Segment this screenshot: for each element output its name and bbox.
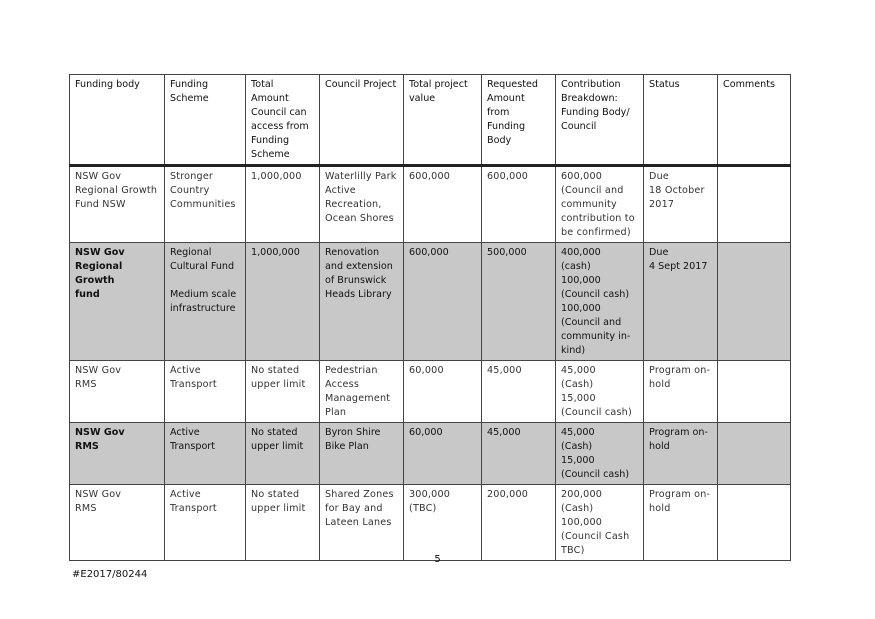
cell-funding-scheme: Active Transport [165,485,246,561]
cell-status: Due 18 October 2017 [644,166,718,243]
table-row [70,166,791,243]
cell-council-project: Waterlilly Park Active Recreation, Ocean Shores [320,166,404,243]
header-contribution-breakdown: Contribution Breakdown: Funding Body/ Council [556,75,644,166]
cell-contribution-breakdown: 45,000 (Cash) 15,000 (Council cash) [556,423,644,485]
document-reference: #E2017/80244 [72,569,148,580]
cell-council-project: Pedestrian Access Management Plan [320,361,404,423]
table-row [70,361,791,423]
cell-status: Program on- hold [644,361,718,423]
table-row [70,243,791,361]
cell-total-project-value: 600,000 [404,243,482,361]
cell-status: Program on- hold [644,423,718,485]
cell-contribution-breakdown: 200,000 (Cash) 100,000 (Council Cash TBC) [556,485,644,561]
cell-comments [718,243,791,361]
cell-total-project-value: 60,000 [404,361,482,423]
header-council-project: Council Project [320,75,404,166]
cell-funding-scheme: Stronger Country Communities [165,166,246,243]
cell-comments [718,166,791,243]
cell-total-amount: No stated upper limit [246,423,320,485]
cell-requested-amount: 45,000 [482,361,556,423]
page-number: 5 [434,554,441,565]
cell-funding-body: NSW Gov Regional Growth fund [70,243,165,361]
cell-comments [718,423,791,485]
cell-requested-amount: 600,000 [482,166,556,243]
header-status: Status [644,75,718,166]
header-funding-scheme: Funding Scheme [165,75,246,166]
cell-council-project: Byron Shire Bike Plan [320,423,404,485]
cell-total-project-value: 60,000 [404,423,482,485]
cell-contribution-breakdown: 45,000 (Cash) 15,000 (Council cash) [556,361,644,423]
cell-council-project: Shared Zones for Bay and Lateen Lanes [320,485,404,561]
cell-total-amount: No stated upper limit [246,361,320,423]
cell-requested-amount: 45,000 [482,423,556,485]
cell-total-amount: No stated upper limit [246,485,320,561]
cell-funding-scheme: Active Transport [165,423,246,485]
cell-council-project: Renovation and extension of Brunswick Heads Library [320,243,404,361]
cell-contribution-breakdown: 600,000 (Council and community contribution to be confirmed) [556,166,644,243]
header-funding-body: Funding body [70,75,165,166]
cell-total-project-value: 600,000 [404,166,482,243]
header-comments: Comments [718,75,791,166]
cell-total-project-value: 300,000 (TBC) [404,485,482,561]
header-requested-amount: Requested Amount from Funding Body [482,75,556,166]
header-total-amount: Total Amount Council can access from Funding Scheme [246,75,320,166]
cell-comments [718,361,791,423]
table-row [70,485,791,561]
cell-status: Program on- hold [644,485,718,561]
header-total-project-value: Total project value [404,75,482,166]
cell-funding-body: NSW Gov RMS [70,361,165,423]
cell-funding-scheme: Active Transport [165,361,246,423]
cell-funding-body: NSW Gov RMS [70,485,165,561]
table-header-row [70,75,791,166]
cell-funding-body: NSW Gov Regional Growth Fund NSW [70,166,165,243]
cell-funding-scheme: Regional Cultural Fund Medium scale infrastructure [165,243,246,361]
cell-requested-amount: 200,000 [482,485,556,561]
cell-comments [718,485,791,561]
table-row [70,423,791,485]
cell-total-amount: 1,000,000 [246,166,320,243]
cell-status: Due 4 Sept 2017 [644,243,718,361]
cell-requested-amount: 500,000 [482,243,556,361]
cell-contribution-breakdown: 400,000 (cash) 100,000 (Council cash) 100,000 (Council and community in- kind) [556,243,644,361]
funding-table [69,74,791,561]
cell-total-amount: 1,000,000 [246,243,320,361]
cell-funding-body: NSW Gov RMS [70,423,165,485]
